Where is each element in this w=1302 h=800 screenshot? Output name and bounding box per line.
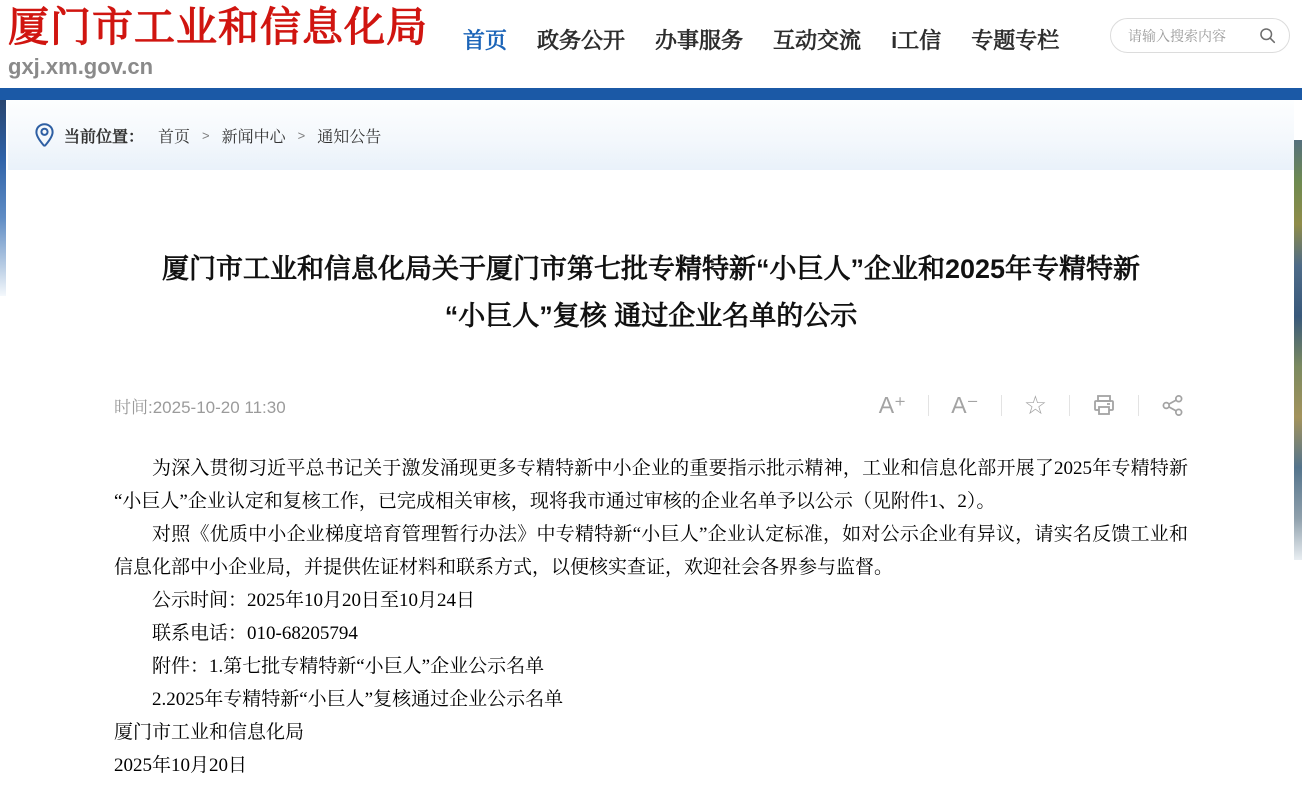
share-button[interactable] [1157, 394, 1188, 417]
signature-date: 2025年10月20日 [114, 755, 248, 776]
article-toolbar [875, 392, 1188, 418]
nav-item-government-affairs[interactable]: 政务公开 [537, 28, 626, 53]
breadcrumb-label: 当前位置： [64, 128, 145, 146]
share-icon [1161, 394, 1184, 417]
article-paragraph: 为深入贯彻习近平总书记关于激发涌现更多专精特新中小企业的重要指示批示精神，工业和信息化部开展了2025年专精特新“小巨人”企业认定和复核工作，已完成相关审核，现将我市通过审核的企业名单予以公示（见附件1、2）。 [114, 458, 1188, 512]
search-box[interactable] [1110, 18, 1290, 53]
location-pin-icon [35, 123, 54, 147]
background-image-left-edge [0, 100, 6, 296]
breadcrumb-item-home[interactable]: 首页 [158, 128, 191, 146]
toolbar-divider [1001, 395, 1002, 416]
site-logo-url: gxj.xm.gov.cn [8, 54, 154, 79]
article-title [8, 170, 1294, 340]
nav-item-home[interactable]: 首页 [463, 28, 508, 53]
nav-item-services[interactable]: 办事服务 [655, 28, 744, 53]
header-divider-bar [0, 88, 1302, 100]
nav-item-special-topics[interactable]: 专题专栏 [971, 28, 1060, 53]
favorite-button[interactable] [1020, 392, 1051, 418]
toolbar-divider [1069, 395, 1070, 416]
signature-agency: 厦门市工业和信息化局 [114, 722, 305, 743]
article-title-line2: “小巨人”复核 通过企业名单的公示 [444, 301, 858, 331]
breadcrumb [8, 100, 1294, 170]
search-input[interactable] [1128, 28, 1259, 44]
toolbar-divider [928, 395, 929, 416]
font-increase-button[interactable]: A⁺ [878, 392, 907, 418]
article-title-line1: 厦门市工业和信息化局关于厦门市第七批专精特新“小巨人”企业和2025年专精特新 [161, 254, 1141, 284]
breadcrumb-item-notices[interactable]: 通知公告 [317, 128, 382, 146]
article-container [8, 170, 1294, 800]
printer-icon [1092, 393, 1116, 417]
background-image-right-edge [1294, 140, 1302, 560]
nav-item-i-industry[interactable]: i工信 [891, 28, 942, 53]
site-header [0, 0, 1302, 88]
font-decrease-button[interactable]: A⁻ [951, 392, 979, 418]
article-body [114, 452, 1188, 782]
site-logo-title: 厦门市工业和信息化局 [8, 4, 428, 50]
print-button[interactable] [1088, 393, 1120, 417]
publish-time: 时间:2025-10-20 11:30 [114, 397, 286, 417]
site-logo[interactable] [8, 2, 428, 80]
breadcrumb-separator: > [297, 127, 306, 143]
main-nav [463, 24, 1059, 55]
search-icon[interactable] [1259, 27, 1276, 44]
star-icon: ☆ [1023, 390, 1047, 420]
breadcrumb-item-news-center[interactable]: 新闻中心 [221, 128, 286, 146]
toolbar-divider [1138, 395, 1139, 416]
article-paragraph: 对照《优质中小企业梯度培育管理暂行办法》中专精特新“小巨人”企业认定标准，如对公示企业有异议，请实名反馈工业和信息化部中小企业局，并提供佐证材料和联系方式，以便核实查证，欢迎社会各界参与监督。 [114, 524, 1188, 578]
nav-item-interaction[interactable]: 互动交流 [773, 28, 862, 53]
attachment-1-line: 附件：1.第七批专精特新“小巨人”企业公示名单 [152, 656, 545, 677]
article-meta-row [114, 386, 1188, 424]
breadcrumb-separator: > [202, 127, 210, 143]
contact-phone-line: 联系电话：010-68205794 [152, 623, 358, 644]
attachment-2-line: 2.2025年专精特新“小巨人”复核通过企业公示名单 [152, 689, 564, 710]
publicity-period-line: 公示时间：2025年10月20日至10月24日 [152, 590, 476, 611]
